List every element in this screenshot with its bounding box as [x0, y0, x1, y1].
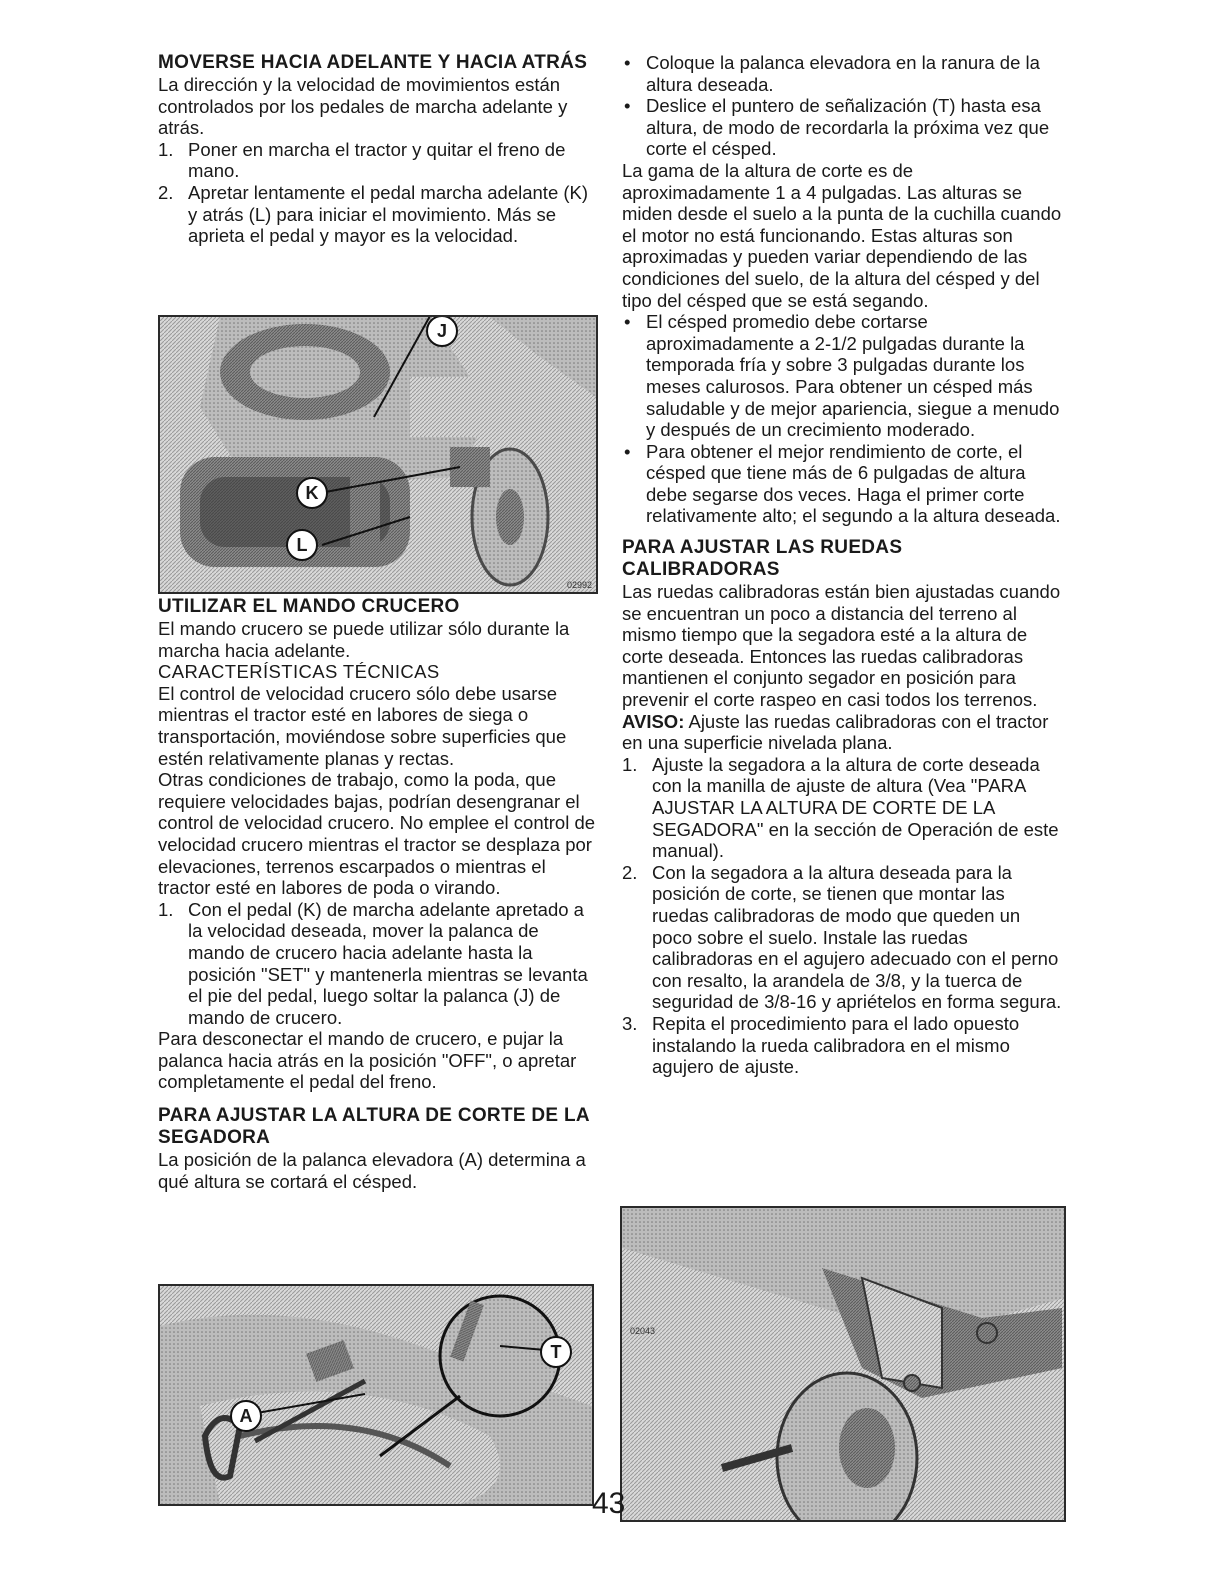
paragraph-cruise-3: Otras condiciones de trabajo, como la poda, que requiere velocidades bajas, podrían desengranar el control de velocidad crucero. No emplee el control de velocidad crucero mientras el tractor se desplaza por elevaciones, terrenos escarpados o mientras el tractor esté en labores de poda o virando.: [158, 769, 596, 899]
bullet-icon: •: [624, 311, 631, 333]
list-text: Repita el procedimiento para el lado opuesto instalando la rueda calibradora en el mismo agujero de ajuste.: [652, 1012, 1020, 1078]
notice-text: Ajuste las ruedas calibradoras con el tractor en una superficie nivelada plana.: [622, 710, 1049, 754]
list-item: [158, 899, 598, 1029]
heading-gauge-wheels: PARA AJUSTAR LAS RUEDAS CALIBRADORAS: [622, 537, 903, 581]
list-item: [158, 139, 598, 182]
spacer: [622, 527, 1062, 537]
paragraph-cutting-height: La posición de la palanca elevadora (A) determina a qué altura se cortará el césped.: [158, 1149, 586, 1192]
list-text: Deslice el puntero de señalización (T) hasta esa altura, de modo de recordarla la próxima vez que corte el césped.: [646, 95, 1050, 160]
paragraph-gauge-wheels: Las ruedas calibradoras están bien ajustadas cuando se encuentran un poco a distancia del terreno al mismo tiempo que la segadora esté a la altura de corte deseada. Entonces las ruedas calibradoras mantienen el conjunto segador en posición para prevenir el corte raspeo en casi todos los terrenos.: [622, 581, 1061, 711]
list-item: [622, 1013, 1062, 1078]
list-number: 2.: [158, 181, 174, 203]
figure-gauge-wheel: [620, 1206, 1066, 1522]
list-item: [622, 52, 1062, 95]
list-number: 3.: [622, 1012, 638, 1034]
figure-lift-lever: [158, 1284, 594, 1506]
list-text: Poner en marcha el tractor y quitar el freno de mano.: [188, 138, 566, 182]
callout-k: K: [296, 477, 328, 509]
left-column: [158, 52, 598, 247]
list-number: 1.: [158, 898, 174, 920]
figure-pedals: [158, 315, 598, 594]
list-number: 1.: [158, 138, 174, 160]
callout-j: J: [426, 315, 458, 347]
list-item: [622, 95, 1062, 160]
right-column: [622, 52, 1062, 1078]
list-number: 1.: [622, 753, 638, 775]
heading-cruise-control: UTILIZAR EL MANDO CRUCERO: [158, 596, 460, 617]
paragraph-forward-reverse-intro: La dirección y la velocidad de movimientos están controlados por los pedales de marcha adelante y atrás.: [158, 74, 568, 139]
list-text: Para obtener el mejor rendimiento de corte, el césped que tiene más de 6 pulgadas de altura debe segarse dos veces. Haga el primer corte relativamente alto; el segundo a la altura deseada.: [646, 440, 1061, 527]
list-text: Coloque la palanca elevadora en la ranura de la altura deseada.: [646, 52, 1040, 95]
heading-forward-reverse: MOVERSE HACIA ADELANTE Y HACIA ATRÁS: [158, 52, 588, 73]
list-item: [622, 441, 1062, 527]
left-column-lower: [158, 596, 598, 1192]
gauge-wheel-illustration: [622, 1208, 1064, 1520]
notice: [622, 711, 1062, 754]
spacer: [158, 1093, 598, 1105]
list-text: El césped promedio debe cortarse aproximadamente a 2-1/2 pulgadas durante la temporada fría y sobre 3 pulgadas durante los meses calurosos. Para obtener un césped más saludable y de mejor apariencia, siegue a menudo y después de un crecimiento moderado.: [646, 311, 1060, 441]
figure-code: 02992: [566, 580, 592, 590]
subheading-technical: CARACTERÍSTICAS TÉCNICAS: [158, 661, 440, 683]
list-item: [622, 754, 1062, 862]
list-item: [622, 862, 1062, 1013]
list-text: Apretar lentamente el pedal marcha adelante (K) y atrás (L) para iniciar el movimiento. Más se aprieta el pedal y mayor es la velocidad.: [188, 181, 589, 247]
pedals-illustration: [160, 317, 596, 592]
bullet-icon: •: [624, 52, 631, 73]
paragraph-cruise-4: Para desconectar el mando de crucero, e pujar la palanca hacia atrás en la posición "OFF", o apretar completamente el pedal del freno.: [158, 1028, 577, 1093]
paragraph-cruise-2: El control de velocidad crucero sólo debe usarse mientras el tractor esté en labores de siega o transportación, moviéndose sobre superficies que estén relativamente planas y rectas.: [158, 682, 567, 769]
page-number: 43: [592, 1487, 626, 1520]
list-text: Con el pedal (K) de marcha adelante apretado a la velocidad deseada, mover la palanca de mando de crucero hacia adelante hasta la posición "SET" y mantenerla mientras se levanta el pie del pedal, luego soltar la palanca (J) de mando de crucero.: [188, 898, 588, 1028]
callout-a: A: [230, 1400, 262, 1432]
list-item: [622, 311, 1062, 441]
paragraph-height-range: La gama de la altura de corte es de aproximadamente 1 a 4 pulgadas. Las alturas se miden desde el suelo a la punta de la cuchilla cuando el motor no está funcionando. Estas alturas son aproximadas y pueden variar dependiendo de las condiciones del suelo, de la altura del césped y del tipo del césped que se está segando.: [622, 159, 1062, 311]
list-item: [158, 182, 598, 247]
list-text: Con la segadora a la altura deseada para la posición de corte, se tienen que montar las ruedas calibradoras de modo que queden un poco sobre el suelo. Instale las ruedas calibradoras en el agujero adecuado con el perno con resalto, la arandela de 3/8, y la tuerca de seguridad de 3/8-16 y apriételos en forma segura.: [652, 861, 1062, 1013]
figure-code: 02043: [630, 1326, 656, 1336]
notice-label: AVISO:: [622, 710, 685, 732]
callout-t: T: [540, 1336, 572, 1368]
bullet-icon: •: [624, 440, 631, 462]
bullet-icon: •: [624, 95, 631, 117]
callout-l: L: [286, 529, 318, 561]
list-text: Ajuste la segadora a la altura de corte deseada con la manilla de ajuste de altura (Vea "PARA AJUSTAR LA ALTURA DE CORTE DE LA SEGADORA" en la sección de Operación de este manual).: [652, 753, 1059, 862]
heading-cutting-height: PARA AJUSTAR LA ALTURA DE CORTE DE LA SEGADORA: [158, 1105, 590, 1149]
list-number: 2.: [622, 861, 638, 883]
paragraph-cruise-1: El mando crucero se puede utilizar sólo durante la marcha hacia adelante.: [158, 618, 570, 661]
lift-lever-illustration: [160, 1286, 592, 1504]
